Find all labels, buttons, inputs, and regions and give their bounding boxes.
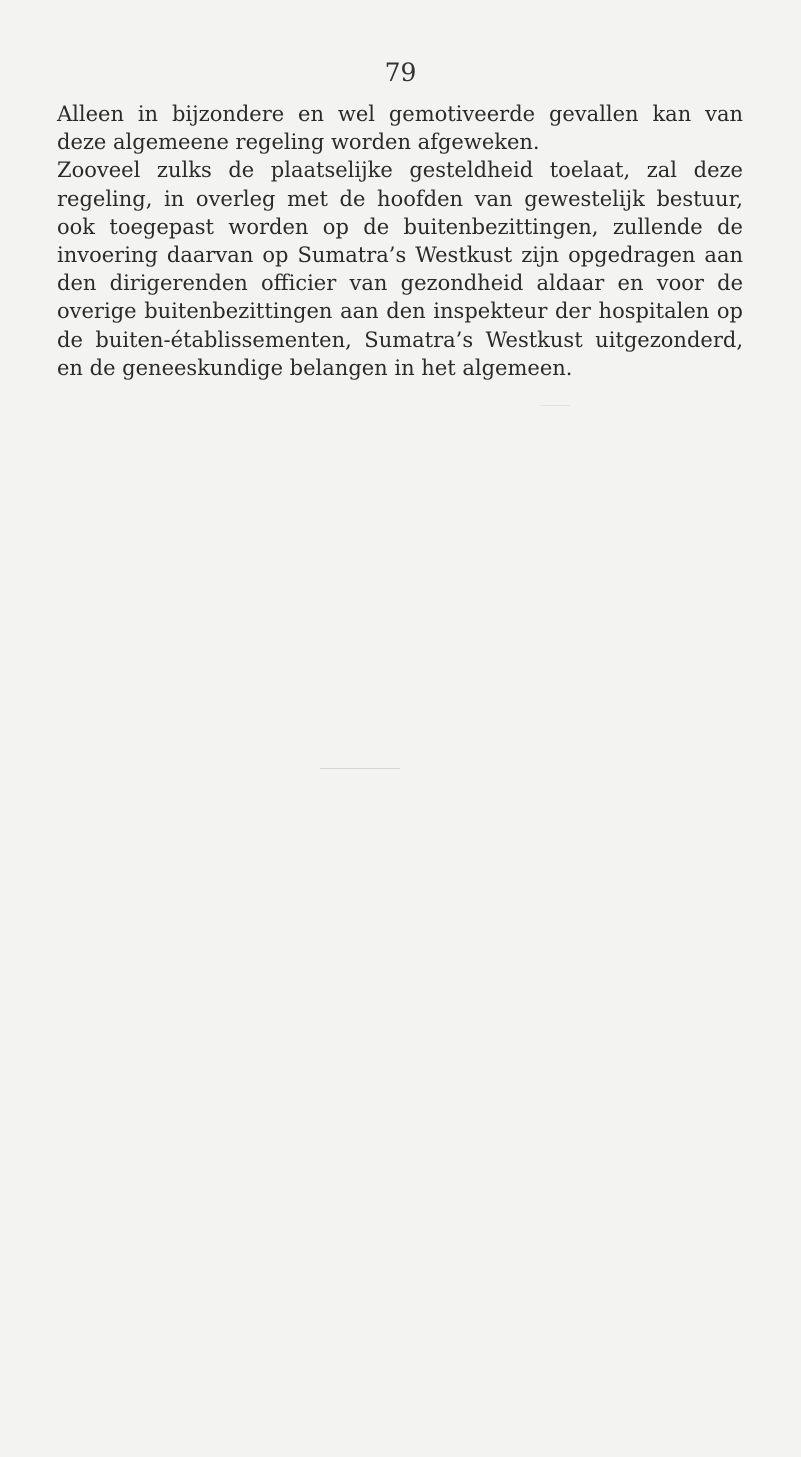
- text-line: den dirigerenden officier van gezondheid aldaar en voor de: [57, 271, 743, 296]
- paragraph-exception: [57, 100, 743, 156]
- text-line: deze algemeene regeling worden afgeweken.: [57, 130, 540, 155]
- text-line: overige buitenbezittingen aan den inspekteur der hospitalen op: [57, 299, 743, 324]
- text-line: Zooveel zulks de plaatselijke gesteldheid toelaat, zal deze: [57, 158, 743, 183]
- text-line: de buiten-établissementen, Sumatra’s Westkust uitgezonderd,: [57, 327, 743, 352]
- page-number: 79: [384, 58, 417, 87]
- text-line: en de geneeskundige belangen in het algemeen.: [57, 355, 573, 380]
- scan-artifact: [320, 768, 400, 769]
- text-line: ook toegepast worden op de buitenbezittingen, zullende de: [57, 214, 743, 239]
- text-line: regeling, in overleg met de hoofden van gewestelijk bestuur,: [57, 186, 743, 211]
- body-text: [57, 100, 743, 382]
- paragraph-application: [57, 156, 743, 382]
- text-line: invoering daarvan op Sumatra’s Westkust zijn opgedragen aan: [57, 243, 743, 268]
- text-line: Alleen in bijzondere en wel gemotiveerde gevallen kan van: [57, 102, 743, 126]
- scan-artifact: [540, 405, 570, 406]
